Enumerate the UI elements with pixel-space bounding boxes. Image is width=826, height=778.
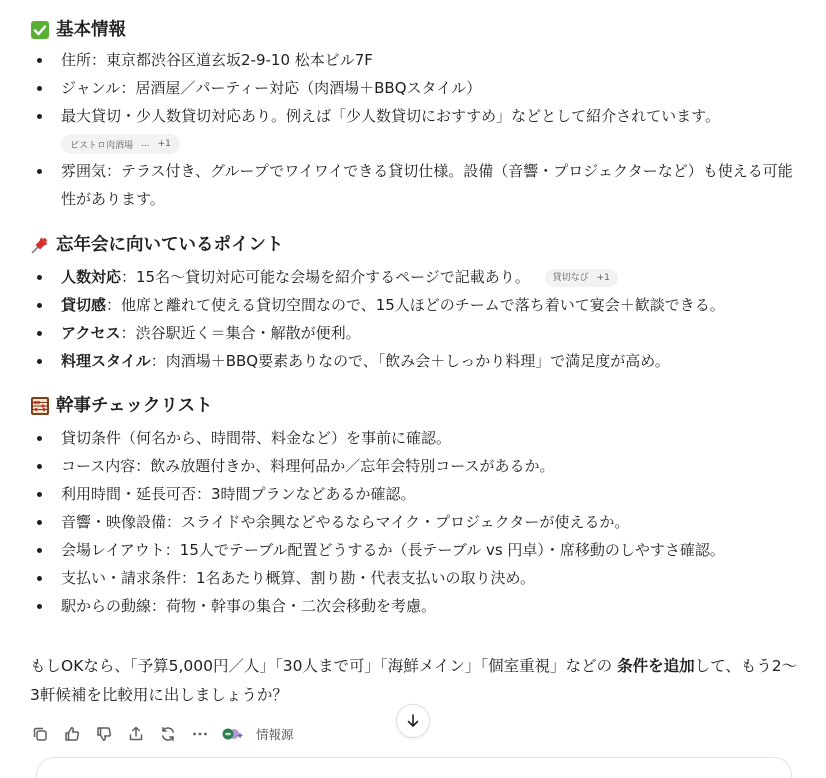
- section-heading-basic: [30, 17, 800, 43]
- message-composer[interactable]: [36, 757, 792, 778]
- item-text: ：肉酒場＋BBQ要素ありなので、「飲み会＋しっかり料理」で満足度が高め。: [150, 352, 670, 370]
- list-item: 雰囲気：テラス付き、グループでワイワイできる貸切仕様。設備（音響・プロジェクターなど）も使える可能性があります。: [30, 157, 800, 213]
- list-item: 会場レイアウト：15人でテーブル配置どうするか（長テーブル vs 円卓）・席移動のしやすさ確認。: [30, 536, 800, 564]
- section-title: 忘年会に向いているポイント: [56, 235, 284, 255]
- item-text: ：渋谷駅近く＝集合・解散が便利。: [120, 324, 361, 342]
- thumbs-up-icon[interactable]: [62, 724, 82, 744]
- sources-button[interactable]: 情報源: [256, 727, 294, 742]
- item-text: ：他席と離れて使える貸切空間なので、15人ほどのチームで落ち着いて宴会＋歓談できる。: [106, 296, 725, 314]
- checklist-list: [30, 424, 800, 620]
- item-label: 貸切感: [61, 296, 107, 314]
- item-label: 料理スタイル: [61, 352, 151, 370]
- list-item: ジャンル：居酒屋／パーティー対応（肉酒場＋BBQスタイル）: [30, 74, 800, 102]
- item-text: ：15名〜貸切対応可能な会場を紹介するページで記載あり。: [121, 268, 530, 286]
- points-list: [30, 263, 800, 375]
- message-actions: [30, 722, 294, 746]
- share-icon[interactable]: [126, 724, 146, 744]
- followup-bold: 条件を追加: [617, 657, 695, 675]
- copy-icon[interactable]: [30, 724, 50, 744]
- scroll-down-button[interactable]: [396, 704, 430, 738]
- section-title: 幹事チェックリスト: [56, 396, 213, 416]
- chip-count: +1: [596, 272, 610, 283]
- section-title: 基本情報: [56, 20, 126, 40]
- abacus-icon: [30, 396, 50, 416]
- list-item: [30, 263, 800, 291]
- arrow-down-icon: [405, 713, 421, 729]
- basic-info-list: [30, 46, 800, 130]
- pushpin-icon: [30, 235, 50, 255]
- list-item: 音響・映像設備：スライドや余興などやるならマイク・プロジェクターが使えるか。: [30, 508, 800, 536]
- basic-info-list-cont: [30, 157, 800, 213]
- more-icon[interactable]: [190, 724, 210, 744]
- chip-label: 貸切なび: [552, 272, 589, 283]
- list-item: [30, 291, 800, 319]
- check-mark-icon: [30, 20, 50, 40]
- list-item: 最大貸切・少人数貸切対応あり。例えば「少人数貸切におすすめ」などとして紹介されています。: [30, 102, 800, 130]
- followup-text-end: して、もう2〜3軒候補を比較用に出しましょうか？: [30, 657, 798, 704]
- section-heading-points: [30, 232, 800, 258]
- source-chip[interactable]: [545, 269, 618, 287]
- assistant-message: [30, 17, 800, 620]
- source-chip[interactable]: [61, 134, 180, 154]
- item-label: アクセス: [61, 324, 121, 342]
- item-label: 人数対応: [61, 268, 122, 286]
- list-item: 駅からの動線：荷物・幹事の集合・二次会移動を考慮。: [30, 592, 800, 620]
- source-chip-row: [30, 132, 800, 156]
- section-heading-checklist: [30, 393, 800, 419]
- chip-ellipsis: ...: [141, 139, 150, 149]
- list-item: 支払い・請求条件：1名あたり概算、割り勘・代表支払いの取り決め。: [30, 564, 800, 592]
- list-item: [30, 347, 800, 375]
- list-item: 利用時間・延長可否：3時間プランなどあるか確認。: [30, 480, 800, 508]
- thumbs-down-icon[interactable]: [94, 724, 114, 744]
- followup-question: [30, 652, 805, 710]
- chip-label: ビストロ肉酒場: [70, 140, 134, 151]
- chip-count: +1: [157, 139, 171, 149]
- list-item: 貸切条件（何名から、時間帯、料金など）を事前に確認。: [30, 424, 800, 452]
- list-item: [30, 319, 800, 347]
- regenerate-icon[interactable]: [158, 724, 178, 744]
- list-item: 住所：東京都渋谷区道玄坂2-9-10 松本ビル7F: [30, 46, 800, 74]
- followup-text: もしOKなら、「予算5,000円／人」「30人まで可」「海鮮メイン」「個室重視」などの: [30, 657, 618, 675]
- list-item: コース内容：飲み放題付きか、料理何品か／忘年会特別コースがあるか。: [30, 452, 800, 480]
- source-favicons-icon[interactable]: [222, 724, 248, 744]
